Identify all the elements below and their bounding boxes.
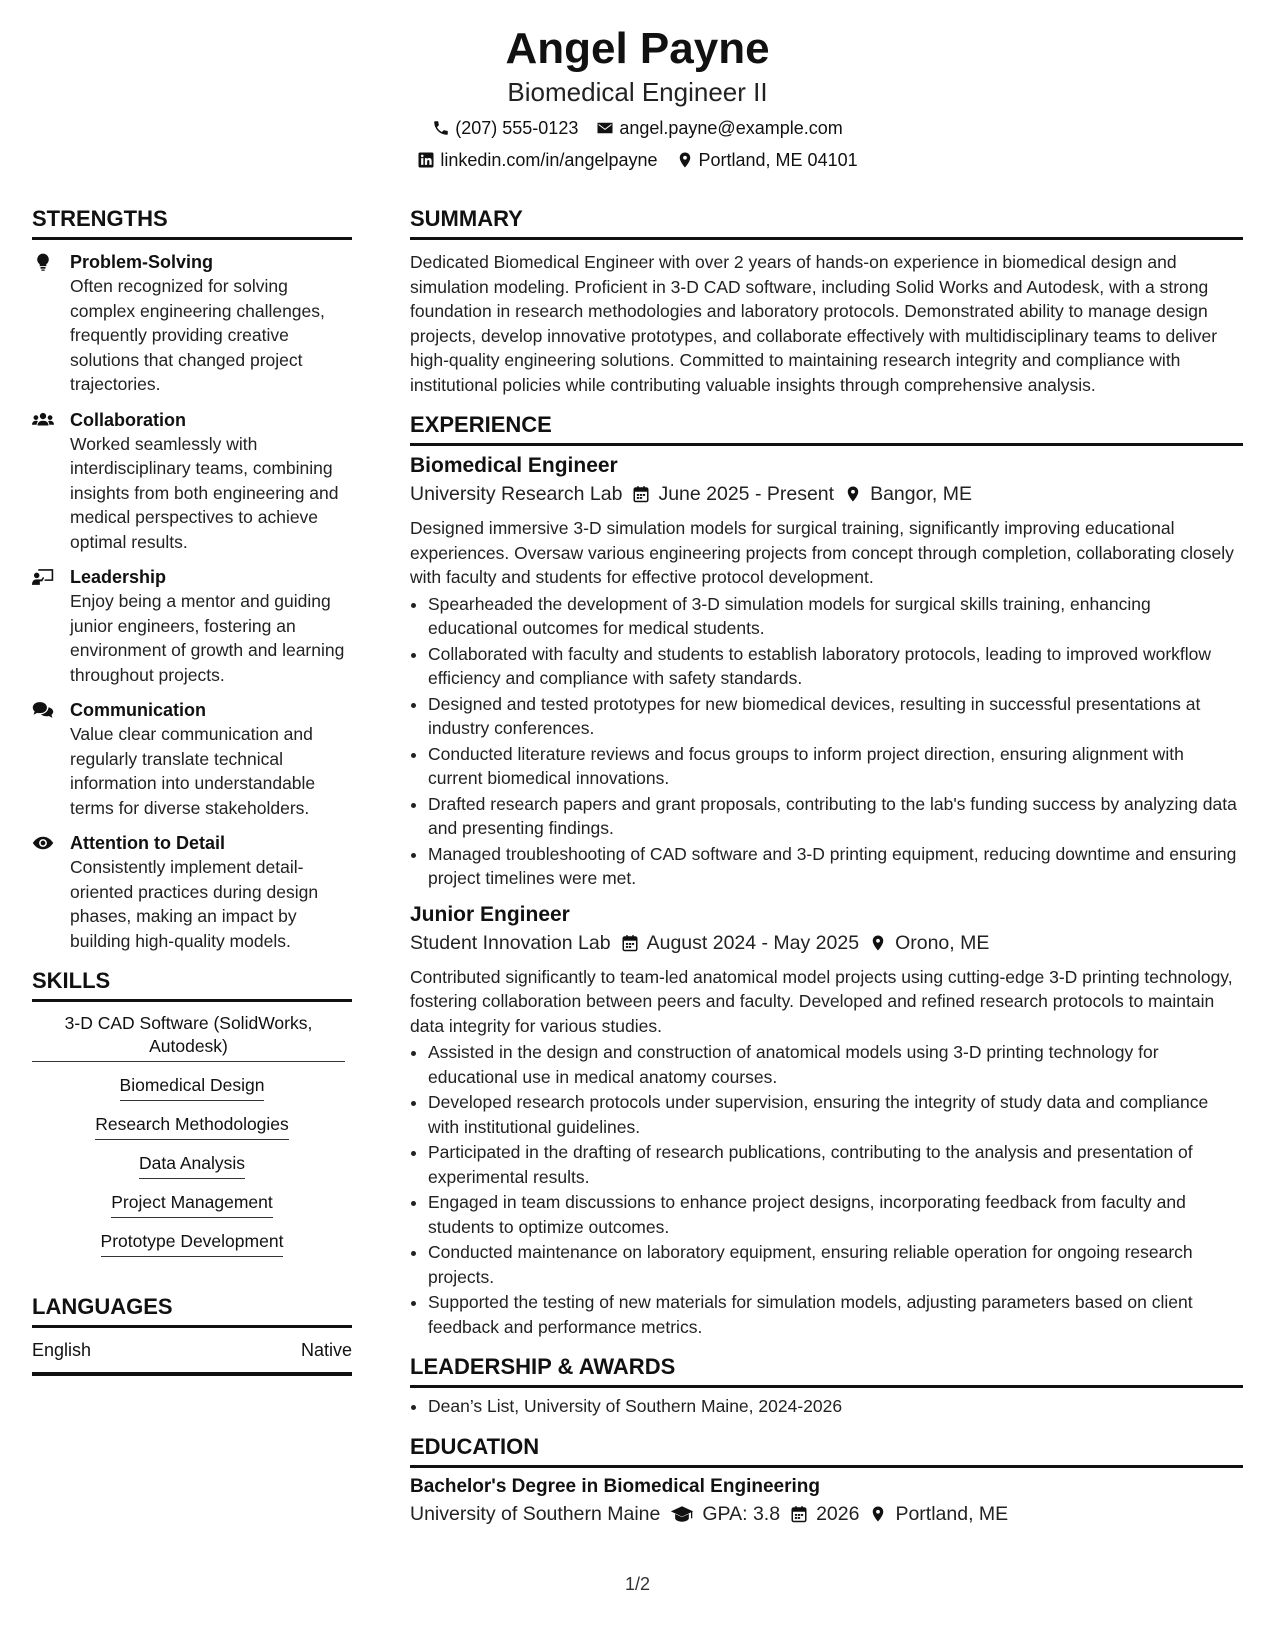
strength-name: Collaboration [70, 409, 186, 430]
language-name: English [32, 1340, 92, 1360]
strength-text: Consistently implement detail-oriented practices during design phases, making an impact by building high-quality models. [70, 857, 319, 951]
strength-name: Communication [70, 700, 207, 720]
job-location: Orono, ME [895, 931, 990, 954]
linkedin-icon [417, 151, 435, 169]
awards-heading: LEADERSHIP & AWARDS [410, 1353, 1243, 1388]
job-bullet: • Conducted maintenance on laboratory equipment, ensuring reliable operation for ongoing research projects. [428, 1240, 1243, 1289]
calendar-icon [790, 1504, 808, 1524]
languages-heading: LANGUAGES [32, 1293, 352, 1328]
job-entry [410, 452, 1243, 891]
education-meta [410, 1500, 1243, 1528]
skill-item: 3-D CAD Software (SolidWorks, Autodesk) [32, 1012, 345, 1062]
strengths-heading: STRENGTHS [32, 205, 352, 240]
location-text: Portland, ME 04101 [698, 150, 858, 170]
job-bullet: • Collaborated with faculty and students to establish laboratory protocols, leading to improved workflow efficiency and compliance with safety standards. [428, 642, 1243, 691]
job-description: Designed immersive 3-D simulation models for surgical training, significantly improving educational experiences. Oversaw various engineering projects from concept through completion, collaborating closely with faculty and students for effective protocol development. [410, 518, 1234, 587]
skill-item: Data Analysis [139, 1152, 245, 1179]
job-description: Contributed significantly to team-led anatomical model projects using cutting-edge 3-D printing technology, fostering collaboration between peers and faculty. Developed and refined research protocols to maintain data integrity for various studies. [410, 966, 1233, 1036]
job-dates: June 2025 - Present [658, 483, 835, 505]
skill-item: Research Methodologies [95, 1113, 289, 1140]
job-bullet: • Engaged in team discussions to enhance project designs, incorporating feedback from faculty and students to optimize outcomes. [428, 1190, 1243, 1239]
strength-text: Value clear communication and regularly translate technical information into understandable terms for diverse stakeholders. [70, 724, 316, 818]
education-heading: EDUCATION [410, 1433, 1243, 1468]
skills-heading: SKILLS [32, 967, 352, 1002]
summary-heading: SUMMARY [410, 205, 1243, 240]
skill-item: Prototype Development [101, 1230, 284, 1257]
job-bullet: • Spearheaded the development of 3-D simulation models for surgical skills training, enhancing educational outcomes for medical students. [428, 592, 1243, 641]
language-row [32, 1330, 352, 1376]
calendar-icon [621, 933, 639, 953]
job-location: Bangor, ME [870, 483, 972, 505]
phone-icon [432, 119, 450, 137]
job-meta [410, 929, 1243, 957]
job-bullet: • Managed troubleshooting of CAD software and 3-D printing equipment, reducing downtime and ensuring project timelines were met. [428, 842, 1243, 891]
skills-list [32, 1012, 352, 1257]
skill-item: Project Management [111, 1191, 272, 1218]
page-number: 1/2 [624, 1574, 651, 1594]
strength-name: Leadership [70, 567, 167, 587]
map-marker-icon [676, 151, 694, 169]
contact-phone [432, 116, 578, 140]
school-location: Portland, ME [895, 1502, 1009, 1525]
strength-item [32, 250, 352, 397]
calendar-icon [632, 484, 650, 504]
skill-item: Biomedical Design [120, 1074, 265, 1101]
phone-text: (207) 555-0123 [455, 118, 579, 138]
strength-item [32, 565, 352, 687]
candidate-title: Biomedical Engineer II [507, 77, 768, 107]
job-bullet: • Supported the testing of new materials for simulation models, adjusting parameters based on client feedback and performance metrics. [428, 1290, 1243, 1339]
job-bullet: • Assisted in the design and construction of anatomical models using 3-D printing technology for educational use in medical anatomy courses. [428, 1040, 1243, 1089]
candidate-name: Angel Payne [505, 24, 770, 73]
graduation-year: 2026 [816, 1502, 860, 1525]
eye-icon [32, 831, 58, 855]
job-title: Junior Engineer [410, 902, 570, 926]
job-bullet: • Conducted literature reviews and focus groups to inform project direction, ensuring alignment with current biomedical innovations. [428, 742, 1243, 791]
comments-icon [32, 698, 58, 722]
job-meta [410, 480, 1243, 508]
job-bullet: • Drafted research papers and grant proposals, contributing to the lab's funding success by analyzing data and presenting findings. [428, 792, 1243, 841]
summary-text: Dedicated Biomedical Engineer with over 2 years of hands-on experience in biomedical design and simulation modeling. Proficient in 3-D CAD software, including Solid Works and Autodesk, with a strong foundation in research methodologies and laboratory protocols. Demonstrated ability to manage design projects, develop innovative prototypes, and collaborate effectively with multidisciplinary teams to deliver high-quality engineering solutions. Committed to maintaining research integrity and compliance with institutional policies while contributing valuable insights through comprehensive analysis. [410, 252, 1218, 395]
awards-list [410, 1394, 1243, 1419]
strength-name: Attention to Detail [70, 833, 225, 853]
contact-email[interactable] [596, 116, 842, 140]
envelope-icon [596, 119, 614, 137]
language-level: Native [300, 1340, 352, 1360]
contact-row-1 [0, 116, 1275, 140]
job-org: University Research Lab [410, 483, 623, 505]
strength-text: Enjoy being a mentor and guiding junior engineers, fostering an environment of growth and learning throughout projects. [70, 591, 345, 685]
job-bullets [410, 592, 1243, 891]
strength-item [32, 408, 352, 555]
email-text[interactable]: angel.payne@example.com [619, 118, 843, 138]
job-bullet: • Participated in the drafting of research publications, contributing to the analysis and presentation of experimental results. [428, 1140, 1243, 1189]
job-bullets [410, 1040, 1243, 1339]
graduation-cap-icon [670, 1504, 694, 1524]
strength-text: Worked seamlessly with interdisciplinary teams, combining insights from both engineering and medical perspectives to achieve optimal results. [70, 433, 339, 552]
job-entry [410, 901, 1243, 1340]
job-org: Student Innovation Lab [410, 931, 611, 954]
lightbulb-icon [32, 250, 58, 274]
degree-title: Bachelor's Degree in Biomedical Engineering [410, 1475, 820, 1497]
job-dates: August 2024 - May 2025 [646, 931, 860, 954]
experience-heading: EXPERIENCE [410, 411, 1243, 446]
resume-header [0, 22, 1275, 172]
job-bullet: • Designed and tested prototypes for new biomedical devices, resulting in successful presentations at industry conferences. [428, 692, 1243, 741]
job-bullet: • Developed research protocols under supervision, ensuring the integrity of study data and compliance with institutional guidelines. [428, 1090, 1243, 1139]
gpa-text: GPA: 3.8 [702, 1502, 781, 1525]
right-column [410, 205, 1243, 1536]
users-icon [32, 408, 58, 432]
map-marker-icon [844, 484, 862, 504]
strength-name: Problem-Solving [70, 252, 214, 272]
strength-item [32, 831, 352, 953]
strength-text: Often recognized for solving complex engineering challenges, frequently providing creative solutions that changed project trajectories. [70, 276, 325, 394]
linkedin-text[interactable]: linkedin.com/in/angelpayne [440, 150, 658, 170]
chalkboard-teacher-icon [32, 565, 58, 589]
award-item: • Dean’s List, University of Southern Maine, 2024-2026 [428, 1394, 1243, 1419]
map-marker-icon [869, 1504, 887, 1524]
contact-row-2 [0, 148, 1275, 172]
contact-location [676, 148, 858, 172]
map-marker-icon [869, 933, 887, 953]
job-title: Biomedical Engineer [410, 454, 618, 477]
school-name: University of Southern Maine [410, 1502, 661, 1525]
strength-item [32, 698, 352, 820]
left-column [32, 205, 352, 1376]
contact-linkedin[interactable] [417, 148, 657, 172]
